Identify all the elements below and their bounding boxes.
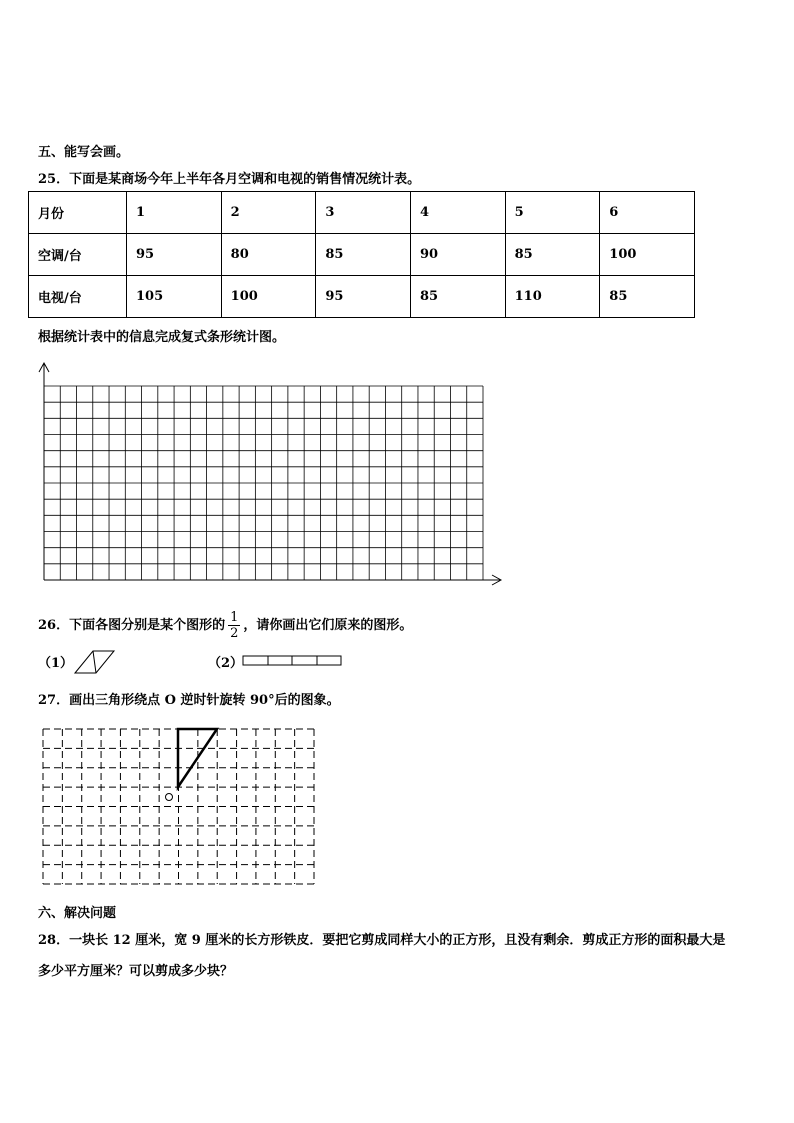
table-cell: 110 [505,276,600,318]
rotation-center-point [166,794,173,801]
section-six-title: 六、解决问题 [38,906,117,921]
table-cell: 6 [600,192,695,234]
table-cell: 85 [410,276,505,318]
question-27-text: 27．画出三角形绕点 O 逆时针旋转 90°后的图象。 [38,693,340,708]
question-26-suffix: ，请你画出它们原来的图形。 [243,618,413,633]
table-cell: 2 [221,192,316,234]
question-28-line-1: 28．一块长 12 厘米，宽 9 厘米的长方形铁皮．要把它剪成同样大小的正方形，且没有剩余．剪成正方形的面积最大是 [38,933,726,948]
table-cell: 90 [410,234,505,276]
table-cell: 80 [221,234,316,276]
table-cell: 1 [127,192,222,234]
table-cell: 85 [316,234,411,276]
table-cell: 85 [505,234,600,276]
table-cell: 95 [127,234,222,276]
fraction-denominator: 2 [230,626,239,641]
figure-2-label: （2） [208,656,244,671]
fraction-numerator: 1 [230,610,239,625]
table-cell: 100 [600,234,695,276]
figure-1-label: （1） [38,656,74,671]
table-cell: 3 [316,192,411,234]
question-25-instruction: 根据统计表中的信息完成复式条形统计图。 [38,330,286,345]
table-cell: 95 [316,276,411,318]
question-25-text: 25．下面是某商场今年上半年各月空调和电视的销售情况统计表。 [38,172,421,187]
table-cell: 4 [410,192,505,234]
section-five-title: 五、能写会画。 [38,145,130,160]
table-cell: 100 [221,276,316,318]
table-cell: 85 [600,276,695,318]
table-cell: 电视/台 [29,276,127,318]
table-cell: 月份 [29,192,127,234]
question-28-line-2: 多少平方厘米？可以剪成多少块？ [38,964,234,979]
question-26-prefix: 26．下面各图分别是某个图形的 [38,618,226,633]
table-cell: 105 [127,276,222,318]
table-cell: 5 [505,192,600,234]
table-cell: 空调/台 [29,234,127,276]
